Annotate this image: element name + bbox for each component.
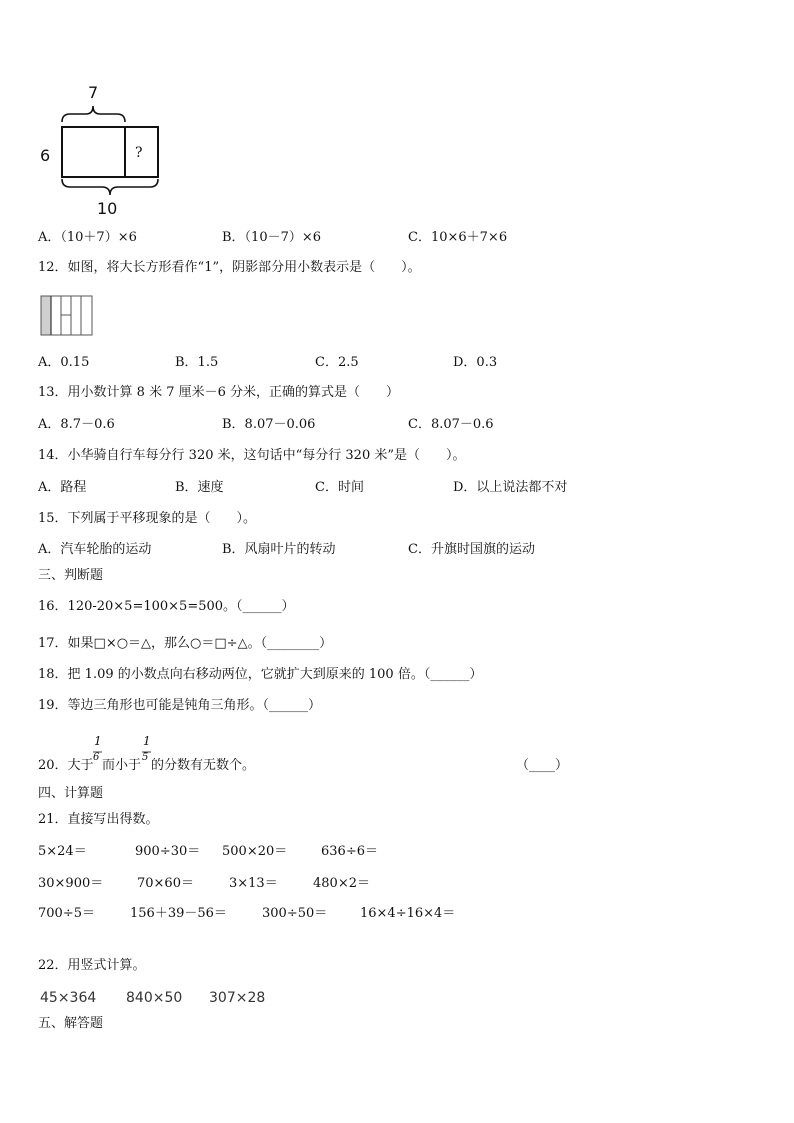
q14-option-c[interactable]: C．时间	[315, 480, 364, 495]
q19: 19．等边三角形也可能是钝角三角形。（______）	[38, 698, 322, 713]
label-6: 6	[40, 146, 51, 165]
q21-item: 480×2＝	[313, 876, 370, 891]
q20-text-b: 而小于	[102, 758, 142, 773]
label-7: 7	[88, 83, 99, 102]
q13-option-c[interactable]: C．8.07－0.6	[408, 417, 494, 432]
shaded-strip	[41, 296, 51, 335]
section-5-heading: 五、解答题	[38, 1016, 104, 1031]
q15-stem: 15．下列属于平移现象的是（ ）。	[38, 511, 257, 526]
q20-blank: （____）	[516, 758, 569, 773]
frac1-den: 6	[93, 752, 100, 763]
q21-item: 636÷6＝	[321, 844, 378, 859]
q11-option-b[interactable]: B．（10－7）×6	[222, 230, 322, 245]
q15-option-c[interactable]: C．升旗时国旗的运动	[408, 542, 535, 557]
frac1-num: 1	[94, 734, 102, 748]
q12-stem: 12．如图，将大长方形看作“1”，阴影部分用小数表示是（ ）。	[38, 260, 421, 275]
q22-item: 840×50	[126, 990, 183, 1006]
q20-text-c: 的分数有无数个。	[151, 758, 256, 773]
q15-option-a[interactable]: A．汽车轮胎的运动	[38, 542, 152, 557]
section-4-heading: 四、计算题	[38, 786, 104, 801]
q14-stem: 14．小华骑自行车每分行 320 米，这句话中“每分行 320 米”是（ ）。	[38, 448, 466, 463]
q13-option-b[interactable]: B．8.07－0.06	[222, 417, 316, 432]
q12-option-c[interactable]: C．2.5	[315, 355, 359, 370]
q12-option-d[interactable]: D．0.3	[453, 355, 498, 370]
q22-stem: 22．用竖式计算。	[38, 958, 146, 973]
q21-item: 300÷50＝	[262, 906, 328, 921]
q13-option-a[interactable]: A．8.7－0.6	[38, 417, 115, 432]
q22-item: 45×364	[40, 990, 97, 1006]
q12-figure	[41, 296, 92, 335]
q12-option-b[interactable]: B．1.5	[175, 355, 219, 370]
q21-stem: 21．直接写出得数。	[38, 812, 159, 827]
bottom-brace	[62, 179, 158, 195]
q11-option-c[interactable]: C．10×6＋7×6	[408, 230, 508, 245]
q21-item: 500×20＝	[222, 844, 288, 859]
q21-item: 700÷5＝	[38, 906, 95, 921]
q14-option-d[interactable]: D．以上说法都不对	[453, 480, 568, 495]
q21-item: 16×4÷16×4＝	[360, 906, 456, 921]
q21-item: 900÷30＝	[135, 844, 201, 859]
big-rect-left	[62, 127, 125, 177]
q15-option-b[interactable]: B．风扇叶片的转动	[222, 542, 336, 557]
q21-item: 3×13＝	[229, 876, 278, 891]
top-brace	[62, 106, 125, 122]
q16: 16．120-20×5=100×5=500。（______）	[38, 599, 295, 614]
q18: 18．把 1.09 的小数点向右移动两位，它就扩大到原来的 100 倍。（______）	[38, 667, 483, 682]
label-10: 10	[97, 199, 118, 218]
section-3-heading: 三、判断题	[38, 568, 104, 583]
q14-option-a[interactable]: A．路程	[38, 480, 87, 495]
q20-text-a: 20．大于	[38, 758, 94, 773]
frac2-den: 5	[142, 752, 149, 763]
q13-stem: 13．用小数计算 8 米 7 厘米－6 分米，正确的算式是（ ）	[38, 385, 400, 400]
q14-option-b[interactable]: B．速度	[175, 480, 224, 495]
q17: 17．如果□×○＝△，那么○＝□÷△。（________）	[38, 636, 333, 651]
q11-option-a[interactable]: A．（10＋7）×6	[38, 230, 137, 245]
q12-option-a[interactable]: A．0.15	[38, 355, 90, 370]
q21-item: 70×60＝	[137, 876, 194, 891]
q21-item: 30×900＝	[38, 876, 104, 891]
q21-item: 156＋39－56＝	[130, 906, 227, 921]
label-question: ?	[135, 145, 143, 161]
q21-item: 5×24＝	[38, 844, 87, 859]
q22-item: 307×28	[209, 990, 266, 1006]
frac2-num: 1	[143, 734, 151, 748]
